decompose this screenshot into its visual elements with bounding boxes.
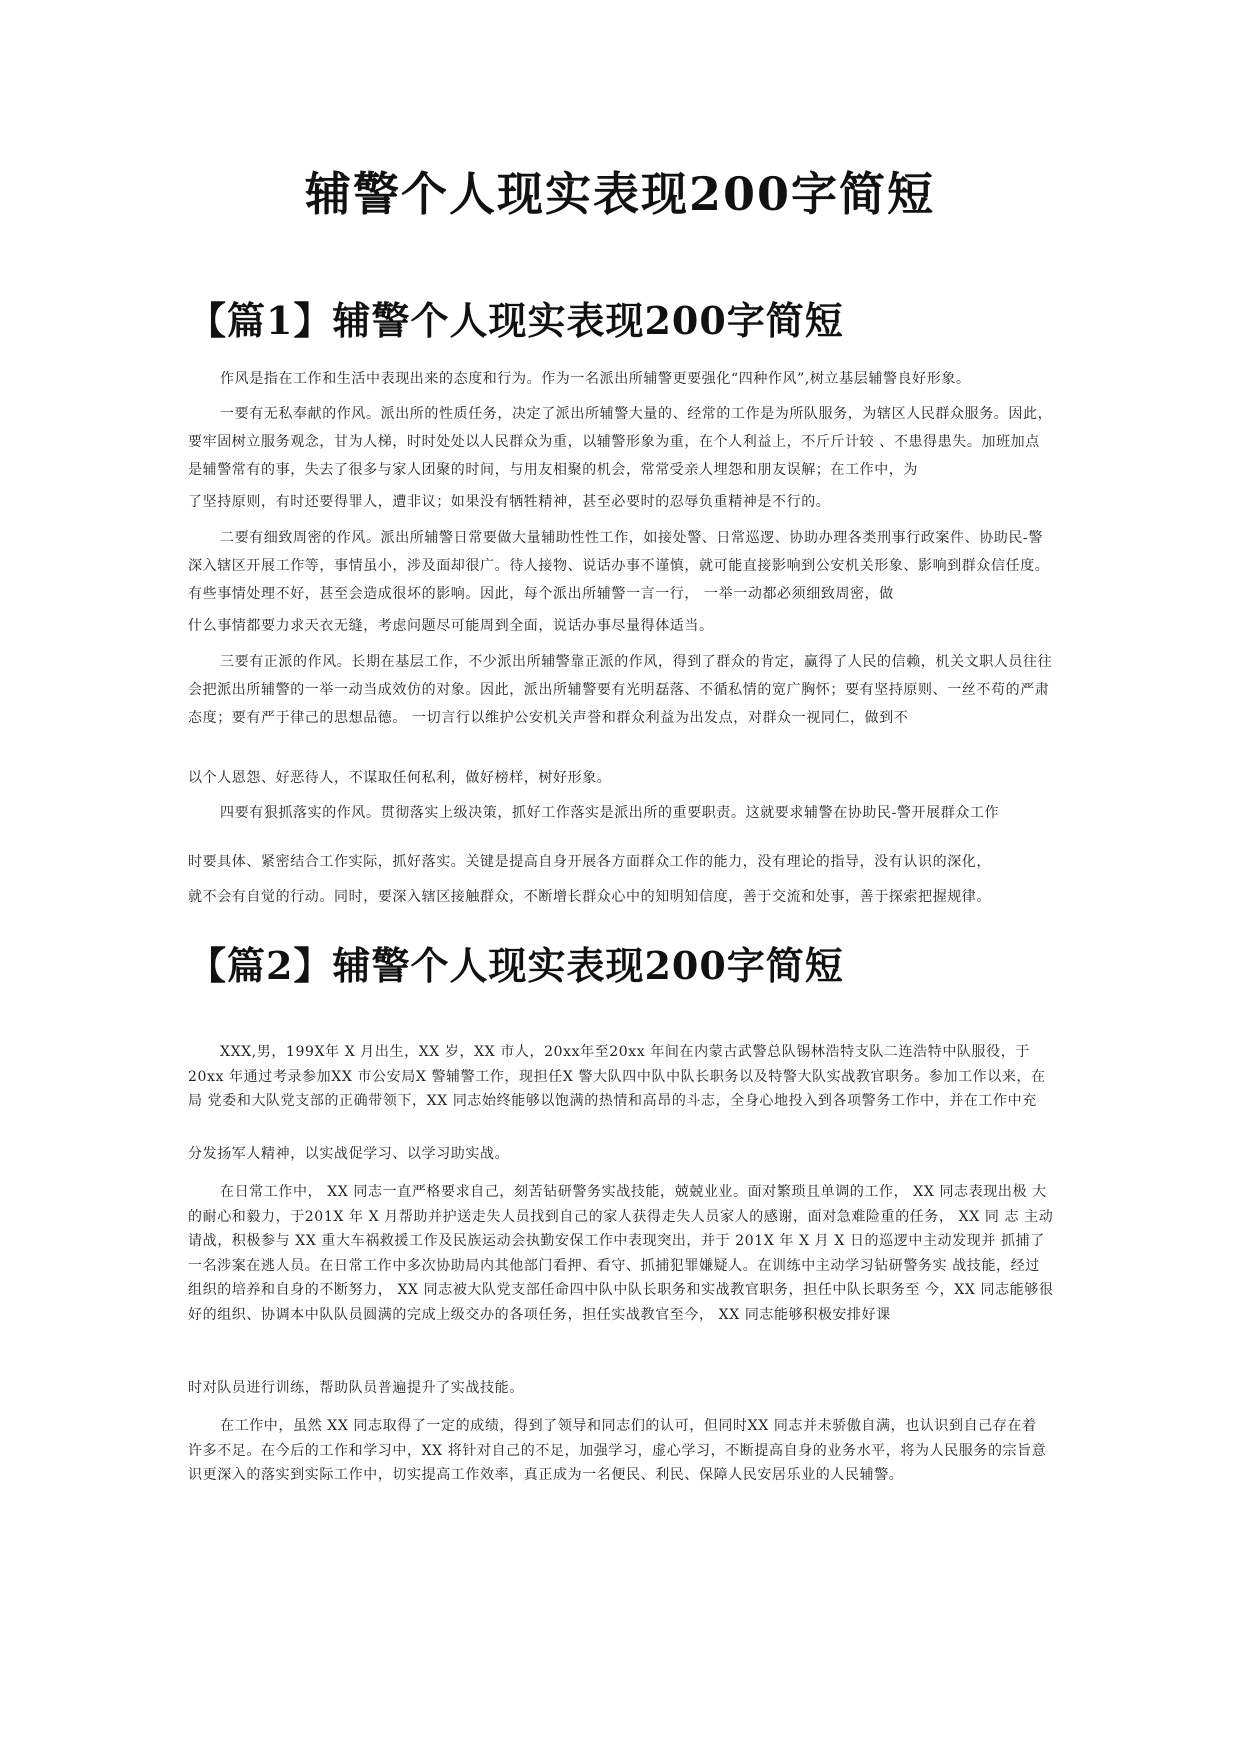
paragraph: 在日常工作中， XX 同志一直严格要求自己，刻苦钻研警务实战技能，兢兢业业。面对繁琐且单调的工作， XX 同志表现出极 大的耐心和毅力，于201X 年 X 月帮助并护送走失人员找到自己的家人获得走失人员家人的感谢，面对急难险重的任务， XX 同 志 主动请战，积极参与 XX 重大车祸救援工作及民族运动会执勤安保工作中表现突出，并于 201X 年 X 月 X 日的巡逻中主动发现并 抓捕了一名涉案在逃人员。在日常工作中多次协助局内其他部门看押、看守、抓捕犯罪嫌疑人。在训练中主动学习钻研警务实 战技能，经过组织的培养和自身的不断努力， XX 同志被大队党支部任命四中队中队长职务和实战教官职务，担任中队长职务至 今，XX 同志能够很好的组织、协调本中队队员圆满的完成上级交办的各项任务，担任实战教官至今， XX 同志能够积极安排好课	[188, 1184, 1054, 1323]
paragraph: 在工作中，虽然 XX 同志取得了一定的成绩，得到了领导和同志们的认可，但同时XX 同志并未骄傲自满，也认识到自己存在着 许多不足。在今后的工作和学习中，XX 将针对自己的不足，加强学习，虚心学习，不断提高自身的业务水平，将为人民服务的宗旨意 识更深入的落实到实际工作中，切实提高工作效率，真正成为一名便民、利民、保障人民安居乐业的人民辅警。	[188, 1418, 1047, 1483]
paragraph: XXX,男，199X年 X 月出生，XX 岁，XX 市人，20xx年至20xx 年间在内蒙古武警总队锡林浩特支队二连浩特中队服役，于20xx 年通过考录参加XX 市公安局X 警辅警工作，现担任X 警大队四中队中队长职务以及特警大队实战教官职务。参加工作以来，在局 党委和大队党支部的正确带领下，XX 同志始终能够以饱满的热情和高昂的斗志，全身心地投入到各项警务工作中，并在工作中充	[188, 1044, 1046, 1109]
paragraph: 一要有无私奉献的作风。派出所的性质任务，决定了派出所辅警大量的、经常的工作是为所队服务，为辖区人民群众服务。因此，要牢固树立服务观念，甘为人梯，时时处处以人民群众为重，以辅警形象为重，在个人利益上，不斤斤计较 、不患得患失。加班加点是辅警常有的事，失去了很多与家人团聚的时间，与用友相聚的机会，常常受亲人埋怨和朋友误解；在工作中，为	[188, 406, 1053, 478]
paragraph: 作风是指在工作和生活中表现出来的态度和行为。作为一名派出所辅警更要强化“四种作风”,树立基层辅警良好形象。	[220, 371, 971, 387]
paragraph: 时要具体、紧密结合工作实际，抓好落实。关键是提高自身开展各方面群众工作的能力，没有理论的指导，没有认识的深化，	[188, 854, 991, 870]
paragraph: 三要有正派的作风。长期在基层工作，不少派出所辅警靠正派的作风，得到了群众的肯定，赢得了人民的信赖，机关文职人员往往会把派出所辅警的一举一动当成效仿的对象。因此，派出所辅警要有光明磊落、不循私情的宽广胸怀；要有坚持原则、一丝不苟的严肃态度；要有严于律己的思想品德。 一切言行以维护公安机关声誉和群众利益为出发点，对群众一视同仁，做到不	[188, 654, 1053, 726]
section-2-heading: 【篇2】辅警个人现实表现200字简短	[188, 943, 844, 988]
paragraph: 二要有细致周密的作风。派出所辅警日常要做大量辅助性性工作，如接处警、日常巡逻、协助办理各类刑事行政案件、协助民-警深入辖区开展工作等，事情虽小，涉及面却很广。待人接物、说话办事不谨慎，就可能直接影响到公安机关形象、影响到群众信任度。有些事情处理不好，甚至会造成很坏的影响。因此，每个派出所辅警一言一行， 一举一动都必须细致周密，做	[188, 530, 1050, 602]
paragraph: 了坚持原则，有时还要得罪人，遭非议；如果没有牺牲精神，甚至必要时的忍辱负重精神是不行的。	[188, 494, 831, 510]
paragraph: 分发扬军人精神，以实战促学习、以学习助实战。	[188, 1146, 510, 1162]
section-1-heading: 【篇1】辅警个人现实表现200字简短	[188, 298, 844, 343]
paragraph: 时对队员进行训练，帮助队员普遍提升了实战技能。	[188, 1380, 524, 1396]
paragraph: 就不会有自觉的行动。同时，要深入辖区接触群众，不断增长群众心中的知明知信度，善于交流和处事，善于探索把握规律。	[188, 889, 991, 905]
paragraph: 什么事情都要力求天衣无缝，考虑问题尽可能周到全面，说话办事尽量得体适当。	[188, 618, 714, 634]
paragraph: 四要有狠抓落实的作风。贯彻落实上级决策，抓好工作落实是派出所的重要职责。这就要求辅警在协助民-警开展群众工作	[220, 805, 1000, 821]
paragraph: 以个人恩怨、好恶待人，不谋取任何私利，做好榜样，树好形象。	[188, 770, 612, 786]
document-title: 辅警个人现实表现200字简短	[304, 167, 936, 221]
